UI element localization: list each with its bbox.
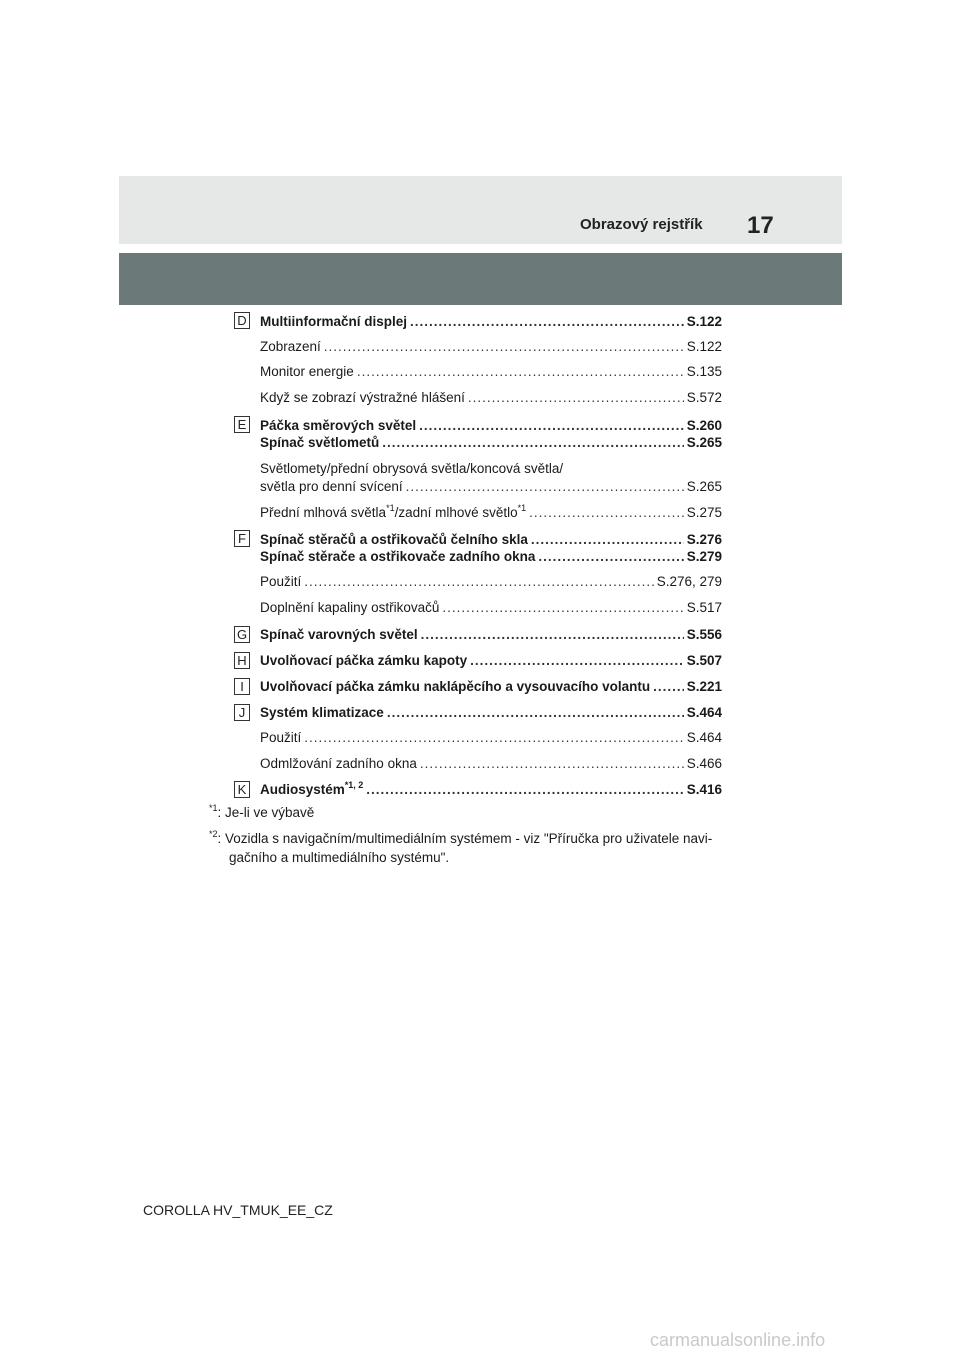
footnote-ref: *1 xyxy=(517,503,527,513)
index-subentry[interactable] xyxy=(260,338,722,356)
index-entry[interactable] xyxy=(260,626,722,644)
entry-page[interactable]: S.276 xyxy=(686,532,722,547)
entry-label: Doplnění kapaliny ostřikovačů xyxy=(260,600,440,615)
entry-label: Systém klimatizace xyxy=(260,705,384,720)
index-entry[interactable] xyxy=(260,434,722,452)
entry-page[interactable]: S.265 xyxy=(686,479,722,494)
section-band xyxy=(119,253,842,305)
page-number: 17 xyxy=(747,212,774,239)
index-entry[interactable] xyxy=(260,652,722,670)
entry-page[interactable]: S.275 xyxy=(686,505,722,520)
entry-label: Multiinformační displej xyxy=(260,314,408,329)
index-entry[interactable] xyxy=(260,781,722,799)
entry-page[interactable]: S.466 xyxy=(686,756,722,771)
index-subentry[interactable] xyxy=(260,389,722,407)
footnote-ref: *1 xyxy=(386,503,395,513)
entry-label: Odmlžování zadního okna xyxy=(260,756,417,771)
entry-label: Spínač varovných světel xyxy=(260,627,418,642)
entry-page[interactable]: S.276, 279 xyxy=(656,574,722,589)
index-subentry[interactable] xyxy=(260,755,722,773)
index-letter-f: F xyxy=(234,530,250,547)
entry-page[interactable]: S.279 xyxy=(686,549,722,564)
index-letter-k: K xyxy=(234,781,250,798)
index-entry[interactable] xyxy=(260,678,722,696)
entry-label: Když se zobrazí výstražné hlášení xyxy=(260,390,465,405)
entry-label: Audiosystém$^{*1, 2}$ xyxy=(260,780,364,797)
index-letter-g: G xyxy=(234,626,250,643)
entry-page[interactable]: S.416 xyxy=(686,782,722,797)
entry-label: Použití xyxy=(260,730,302,745)
index-letter-i: I xyxy=(234,678,250,695)
index-letter-d: D xyxy=(234,312,250,329)
entry-label: Přední mlhová světla$^{*1}$/zadní mlhové světlo$^{*1}$ xyxy=(260,503,527,520)
entry-label: Spínač stěračů a ostřikovačů čelního skla xyxy=(260,532,528,547)
footnote-mark: *1 xyxy=(209,803,218,813)
footnote-2: $^{*2}$: Vozidla s navigačním/multimediálním systémem - viz "Příručka pro uživatele navi- xyxy=(209,829,713,846)
index-subentry[interactable] xyxy=(260,573,722,591)
entry-label: Zobrazení xyxy=(260,339,321,354)
index-entry[interactable] xyxy=(260,531,722,549)
entry-label: světla pro denní svícení xyxy=(260,479,403,494)
entry-label: Spínač světlometů xyxy=(260,435,380,450)
entry-page[interactable]: S.265 xyxy=(686,435,722,450)
index-letter-h: H xyxy=(234,652,250,669)
entry-label: Monitor energie xyxy=(260,364,354,379)
index-subentry[interactable] xyxy=(260,729,722,747)
entry-page[interactable]: S.556 xyxy=(686,627,722,642)
footnote-mark: *2 xyxy=(209,829,218,839)
footnote-ref: *1, 2 xyxy=(344,780,364,790)
entry-label-line: Světlomety/přední obrysová světla/koncová světla/ xyxy=(260,461,564,476)
header-bar xyxy=(119,176,842,244)
entry-page[interactable]: S.135 xyxy=(686,364,722,379)
section-title: Obrazový rejstřík xyxy=(580,216,703,233)
index-letter-e: E xyxy=(234,416,250,433)
index-subentry[interactable] xyxy=(260,599,722,617)
entry-page[interactable]: S.572 xyxy=(686,390,722,405)
index-subentry[interactable] xyxy=(260,363,722,381)
index-entry[interactable] xyxy=(260,417,722,435)
footnote-1: $^{*1}$: Je-li ve výbavě xyxy=(209,803,315,820)
index-entry[interactable] xyxy=(260,704,722,722)
entry-page[interactable]: S.507 xyxy=(686,653,722,668)
entry-label: Použití xyxy=(260,574,302,589)
entry-page[interactable]: S.464 xyxy=(686,730,722,745)
entry-label: Uvolňovací páčka zámku naklápěcího a vysouvacího volantu xyxy=(260,679,651,694)
footnote-2-continued: gačního a multimediálního systému". xyxy=(229,850,450,865)
entry-page[interactable]: S.517 xyxy=(686,600,722,615)
index-subentry[interactable] xyxy=(260,504,722,522)
entry-page[interactable]: S.464 xyxy=(686,705,722,720)
entry-label: Páčka směrových světel xyxy=(260,418,417,433)
index-letter-j: J xyxy=(234,704,250,721)
entry-label: Uvolňovací páčka zámku kapoty xyxy=(260,653,468,668)
model-code: COROLLA HV_TMUK_EE_CZ xyxy=(143,1202,333,1218)
watermark: carmanualsonline.info xyxy=(650,1330,826,1350)
entry-page[interactable]: S.221 xyxy=(686,679,722,694)
entry-page[interactable]: S.122 xyxy=(686,314,722,329)
index-entry[interactable] xyxy=(260,313,722,331)
entry-page[interactable]: S.122 xyxy=(686,339,722,354)
entry-page[interactable]: S.260 xyxy=(686,418,722,433)
index-subentry[interactable] xyxy=(260,478,722,496)
entry-label: Spínač stěrače a ostřikovače zadního okna xyxy=(260,549,536,564)
index-entry[interactable] xyxy=(260,548,722,566)
